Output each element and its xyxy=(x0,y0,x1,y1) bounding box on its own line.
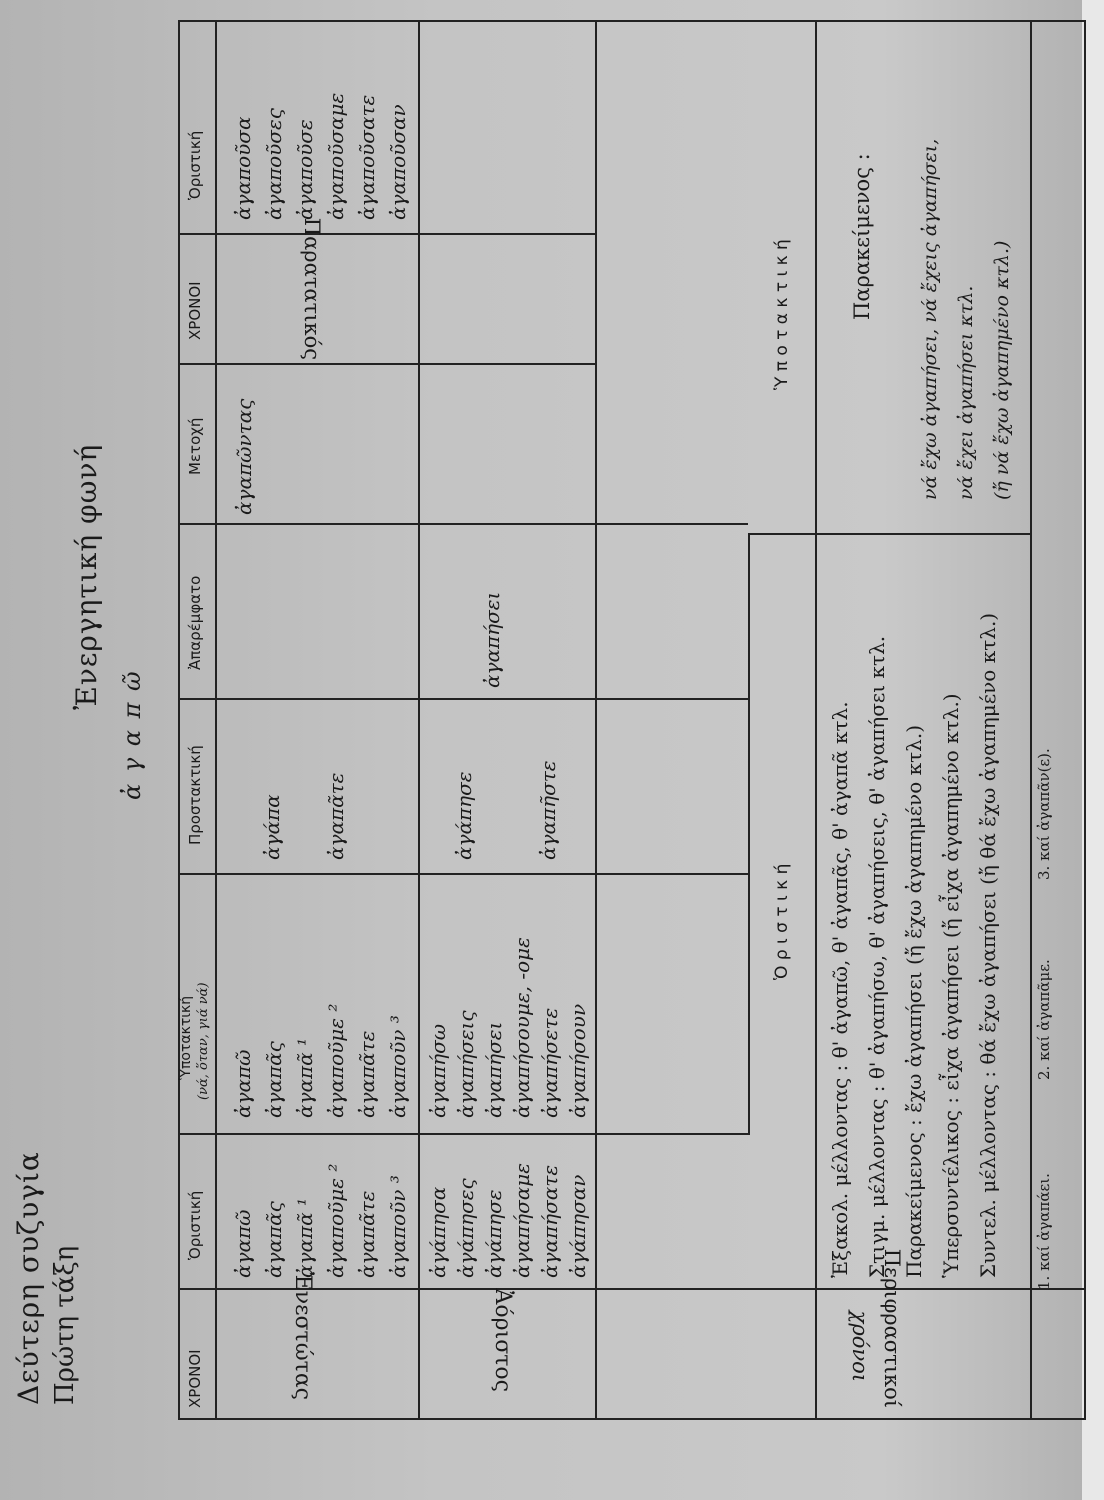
header-oristiki-2: Ὁριστική xyxy=(186,130,204,200)
header-xronoi-2: ΧΡΟΝΟΙ xyxy=(186,281,204,340)
form: ἀγαπήσουμε, -ομε xyxy=(510,937,534,1118)
form: ἀγαπήσουν xyxy=(566,1003,590,1118)
footnote-1: 1. καί ἀγαπάει. xyxy=(1035,1173,1053,1290)
verb-headword: ἀ γ α π ῶ xyxy=(118,669,146,800)
form: ἀγαποῦσαν xyxy=(386,104,410,220)
voice-title: Ἐνεργητική φωνή xyxy=(70,443,103,710)
periphrastic-parakeimenos-label: Παρακείμενος : xyxy=(850,153,874,320)
enestotas-prostaktiki-sg: ἀγάπα xyxy=(260,794,284,860)
form: ἀγαποῦν ³ xyxy=(386,1015,410,1118)
periphrastic-ypotaktiki-lines xyxy=(912,139,1020,500)
header-prostaktiki: Προστακτική xyxy=(186,745,204,845)
class-subtitle: Πρώτη τάξη xyxy=(50,1245,80,1405)
form: ἀγαπᾶτε xyxy=(355,1030,379,1118)
form: ἀγαποῦμε ² xyxy=(324,1003,348,1118)
enestotas-oristiki-list xyxy=(228,1164,414,1278)
enestotas-ypotaktiki-list xyxy=(228,1004,414,1118)
periphrastic-line: Στιγμ. μέλλοντας : θ' ἀγαπήσω, θ' ἀγαπήσεις, θ' ἀγαπήσει κτλ. xyxy=(865,635,889,1278)
form: ἀγαποῦσε xyxy=(293,119,317,220)
form: ἀγαπᾶ ¹ xyxy=(293,1038,317,1118)
form: ἀγαπήσαμε xyxy=(510,1163,534,1278)
periphrastic-oristiki-header: Ὁ ρ ι σ τ ι κ ή xyxy=(772,863,792,980)
form: ἀγαπήσω xyxy=(426,1023,450,1118)
periphrastic-label-line2: χρόνοι xyxy=(848,1310,872,1382)
enestotas-prostaktiki-pl: ἀγαπᾶτε xyxy=(324,772,348,860)
form: ἀγάπησαν xyxy=(566,1174,590,1278)
periphrastic-oristiki-lines xyxy=(822,613,1007,1278)
periphrastic-label-line1: Περιφραστικοί xyxy=(880,1248,904,1408)
periphrastic-line: Ὑπερσυντέλικος : εἶχα ἀγαπήσει (ἤ εἶχα ἀγαπημένο κτλ.) xyxy=(939,693,963,1278)
aoristos-prostaktiki-pl: ἀγαπῆστε xyxy=(536,760,560,860)
enestotas-metoxi: ἀγαπῶντας xyxy=(232,398,256,515)
periphrastic-line: Συντελ. μέλλοντας : θά ἔχω ἀγαπήσει (ἤ θά ἔχω ἀγαπημένο κτλ.) xyxy=(976,612,1000,1278)
periphrastic-ypotaktiki-header: Ὑ π ο τ α κ τ ι κ ή xyxy=(772,239,792,390)
form: ἀγάπησα xyxy=(426,1186,450,1278)
form: ἀγαπήσει xyxy=(482,1021,506,1118)
form: ἀγάπησε xyxy=(482,1189,506,1278)
periphrastic-line: νά ἔχει ἀγαπήσει κτλ. xyxy=(955,285,977,500)
paratatikos-label: Παρατατικός xyxy=(300,217,324,360)
periphrastic-line: Ἐξακολ. μέλλοντας : θ' ἀγαπῶ, θ' ἀγαπᾶς, θ' ἀγαπᾶ κτλ. xyxy=(828,701,852,1278)
form: ἀγαποῦσαμε xyxy=(324,92,348,220)
periphrastic-line: (ἤ νά ἔχω ἀγαπημένο κτλ.) xyxy=(991,240,1013,500)
form: ἀγαπᾶ ¹ xyxy=(293,1198,317,1278)
form: ἀγαποῦσα xyxy=(231,116,255,220)
header-xronoi: ΧΡΟΝΟΙ xyxy=(186,1349,204,1408)
form: ἀγαπᾶς xyxy=(262,1201,286,1278)
header-oristiki: Ὁριστική xyxy=(186,1190,204,1260)
form: ἀγαποῦσατε xyxy=(355,94,379,220)
form: ἀγαπῶ xyxy=(231,1049,255,1118)
header-ypotaktiki-note: (νά, ὅταν, γιά νά) xyxy=(196,982,211,1100)
periphrastic-line: νά ἔχω ἀγαπήσει, νά ἔχεις ἀγαπήσει, xyxy=(919,138,941,500)
footnote-3: 3. καί ἀγαπᾶν(ε). xyxy=(1035,748,1053,880)
header-aparemfato: Ἀπαρέμφατο xyxy=(186,575,204,670)
header-metoxi: Μετοχή xyxy=(186,417,204,475)
footnote-2: 2. καί ἀγαπᾶμε. xyxy=(1035,959,1053,1080)
paratatikos-oristiki-list xyxy=(228,93,414,220)
form: ἀγαποῦν ³ xyxy=(386,1175,410,1278)
form: ἀγαπᾶτε xyxy=(355,1190,379,1278)
aoristos-ypotaktiki-list xyxy=(424,937,592,1118)
periphrastic-line: Παρακείμενος : ἔχω ἀγαπήσει (ἤ ἔχω ἀγαπημένο κτλ.) xyxy=(902,724,926,1278)
aoristos-prostaktiki-sg: ἀγάπησε xyxy=(452,771,476,860)
conjugation-title: Δεύτερη συζυγία xyxy=(12,1151,45,1405)
form: ἀγαπήσεις xyxy=(454,1010,478,1118)
form: ἀγαποῦσες xyxy=(262,108,286,220)
form: ἀγάπησες xyxy=(454,1178,478,1278)
row-label-aoristos: Ἀόριστος xyxy=(490,1288,515,1392)
form: ἀγαποῦμε ² xyxy=(324,1163,348,1278)
form: ἀγαπᾶς xyxy=(262,1041,286,1118)
form: ἀγαπήσατε xyxy=(538,1164,562,1278)
form: ἀγαπῶ xyxy=(231,1209,255,1278)
aoristos-aparemfato: ἀγαπήσει xyxy=(480,591,504,688)
row-label-enestotas: Ἐνεστώτας xyxy=(290,1271,315,1400)
aoristos-oristiki-list xyxy=(424,1163,592,1278)
form: ἀγαπήσετε xyxy=(538,1007,562,1118)
header-ypotaktiki: Ὑποτακτική xyxy=(178,995,194,1080)
